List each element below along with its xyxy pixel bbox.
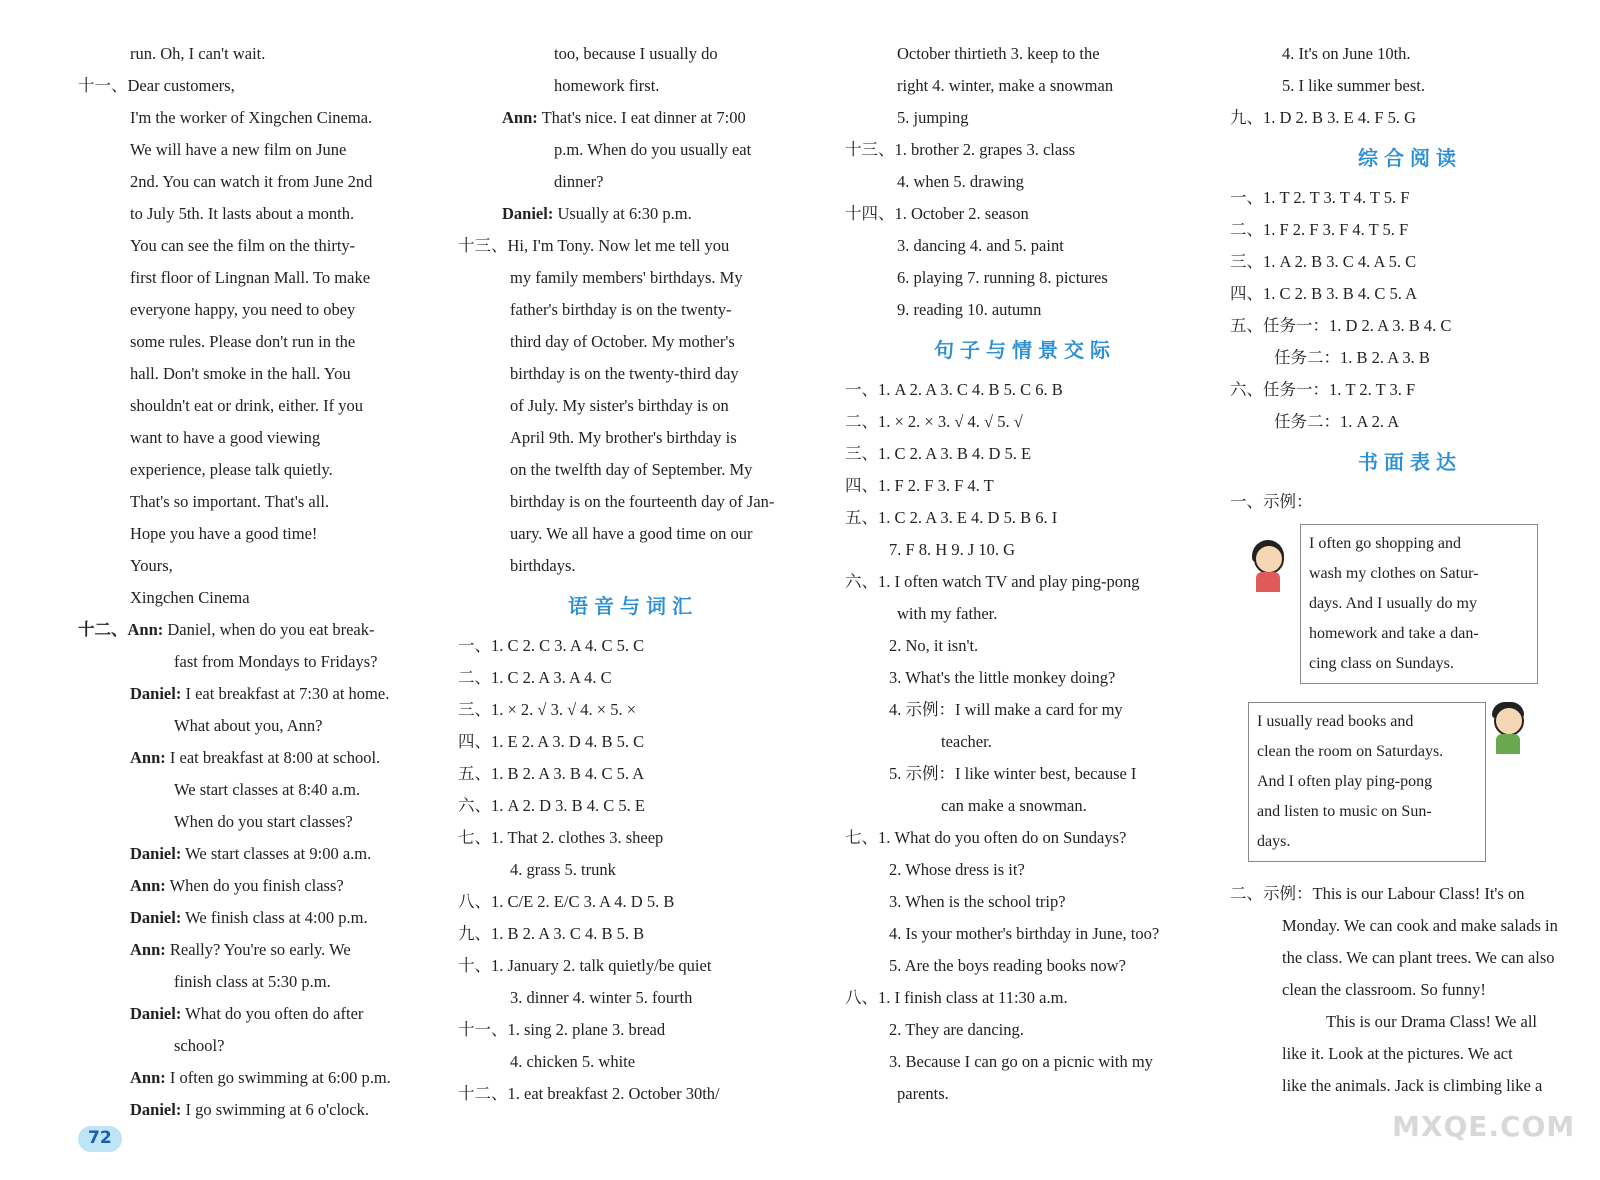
line-text: experience, please talk quietly. <box>130 460 333 479</box>
line-text: October thirtieth 3. keep to the <box>897 44 1100 63</box>
text-line <box>845 854 1205 886</box>
text-line <box>78 102 418 134</box>
text-line <box>458 358 808 390</box>
text-line <box>78 870 418 902</box>
line-text: 9. reading 10. autumn <box>897 300 1042 319</box>
text-line <box>845 758 1205 790</box>
line-text: teacher. <box>941 732 992 751</box>
text-line <box>78 294 418 326</box>
line-text: hall. Don't smoke in the hall. You <box>130 364 351 383</box>
line-text: on the twelfth day of September. My <box>510 460 753 479</box>
speaker-label: Ann: <box>130 940 166 959</box>
text-line <box>845 950 1205 982</box>
line-text: We start classes at 9:00 a.m. <box>181 844 372 863</box>
text-line <box>458 918 808 950</box>
line-text: some rules. Please don't run in the <box>130 332 356 351</box>
text-line <box>458 886 808 918</box>
text-line <box>78 934 418 966</box>
line-text: 六、1. I often watch TV and play ping-pong <box>845 572 1140 591</box>
text-line <box>845 534 1205 566</box>
text-line <box>78 582 418 614</box>
line-text: 4. It's on June 10th. <box>1282 44 1411 63</box>
text-line <box>458 1078 808 1110</box>
text-line <box>78 230 418 262</box>
line-text: shouldn't eat or drink, either. If you <box>130 396 364 415</box>
text-line <box>845 1046 1205 1078</box>
line-text: 十三、1. brother 2. grapes 3. class <box>845 140 1076 159</box>
line-text: 十二、1. eat breakfast 2. October 30th/ <box>458 1084 720 1103</box>
text-line <box>458 1014 808 1046</box>
text-line <box>845 1014 1205 1046</box>
bubble-line: clean the room on Saturdays. <box>1257 743 1444 760</box>
line-text: like the animals. Jack is climbing like a <box>1282 1076 1543 1095</box>
line-text: 八、1. C/E 2. E/C 3. A 4. D 5. B <box>458 892 675 911</box>
line-text: 3. dinner 4. winter 5. fourth <box>510 988 693 1007</box>
boy-avatar-icon <box>1488 702 1528 756</box>
text-line <box>845 294 1205 326</box>
line-text: 五、任务一：1. D 2. A 3. B 4. C <box>1230 316 1452 335</box>
text-line <box>458 950 808 982</box>
text-line <box>845 230 1205 262</box>
line-text: 六、1. A 2. D 3. B 4. C 5. E <box>458 796 646 815</box>
line-text: birthday is on the fourteenth day of Jan- <box>510 492 775 511</box>
speaker-label: Ann: <box>502 108 538 127</box>
text-line <box>458 982 808 1014</box>
line-text: Yours, <box>130 556 173 575</box>
line-text: school? <box>174 1036 225 1055</box>
speaker-label: Ann: <box>130 1068 166 1087</box>
line-text: 三、1. × 2. √ 3. √ 4. × 5. × <box>458 700 637 719</box>
text-line <box>458 70 808 102</box>
bubble-line: And I often play ping-pong <box>1257 773 1433 790</box>
text-line <box>1230 1070 1590 1102</box>
text-line <box>78 710 418 742</box>
line-text: That's so important. That's all. <box>130 492 330 511</box>
line-text: 4. 示例：I will make a card for my <box>889 700 1123 719</box>
text-line <box>1230 38 1590 70</box>
speech-bubble-girl <box>1300 524 1538 684</box>
answer-column-4-top <box>1230 38 1590 518</box>
text-line <box>78 806 418 838</box>
text-line <box>458 230 808 262</box>
bubble-line: days. <box>1257 833 1291 850</box>
text-line <box>458 854 808 886</box>
bubble-line: cing class on Sundays. <box>1309 655 1454 672</box>
text-line <box>1230 910 1590 942</box>
speaker-label: Daniel: <box>130 908 182 927</box>
bubble-line: I usually read books and <box>1257 713 1414 730</box>
line-text: first floor of Lingnan Mall. To make <box>130 268 371 287</box>
text-line <box>458 294 808 326</box>
text-line <box>78 966 418 998</box>
line-text: We start classes at 8:40 a.m. <box>174 780 361 799</box>
text-line <box>1230 278 1590 310</box>
speaker-label: Ann: <box>130 876 166 895</box>
line-text: 一、1. A 2. A 3. C 4. B 5. C 6. B <box>845 380 1063 399</box>
text-line <box>1230 342 1590 374</box>
text-line <box>78 422 418 454</box>
example-dialogue-1 <box>1230 524 1590 696</box>
line-text: 五、1. C 2. A 3. E 4. D 5. B 6. I <box>845 508 1058 527</box>
text-line <box>78 70 418 102</box>
text-line <box>1230 102 1590 134</box>
line-text: I often go swimming at 6:00 p.m. <box>165 1068 391 1087</box>
text-line <box>458 422 808 454</box>
line-text: This is our Drama Class! We all <box>1326 1012 1537 1031</box>
line-text: 十三、Hi, I'm Tony. Now let me tell you <box>458 236 730 255</box>
text-line <box>458 38 808 70</box>
bubble-line: I often go shopping and <box>1309 535 1461 552</box>
line-text: 4. when 5. drawing <box>897 172 1024 191</box>
line-text: Really? You're so early. We <box>165 940 351 959</box>
line-text: 2. Whose dress is it? <box>889 860 1025 879</box>
line-text: dinner? <box>554 172 604 191</box>
text-line <box>845 790 1205 822</box>
text-line <box>78 678 418 710</box>
line-text: Monday. We can cook and make salads in <box>1282 916 1558 935</box>
line-text: p.m. When do you usually eat <box>554 140 752 159</box>
line-text: 二、1. C 2. A 3. A 4. C <box>458 668 612 687</box>
line-text: my family members' birthdays. My <box>510 268 743 287</box>
line-text: 七、1. That 2. clothes 3. sheep <box>458 828 664 847</box>
line-text: right 4. winter, make a snowman <box>897 76 1114 95</box>
text-line <box>78 326 418 358</box>
text-line <box>78 134 418 166</box>
line-text: What do you often do after <box>181 1004 364 1023</box>
line-text: 4. chicken 5. white <box>510 1052 636 1071</box>
text-line <box>845 566 1205 598</box>
line-text: 十、1. January 2. talk quietly/be quiet <box>458 956 712 975</box>
line-text: 二、1. × 2. × 3. √ 4. √ 5. √ <box>845 412 1023 431</box>
bubble-line: homework and take a dan- <box>1309 625 1479 642</box>
text-line <box>458 550 808 582</box>
text-line <box>845 1078 1205 1110</box>
line-text: 5. Are the boys reading books now? <box>889 956 1126 975</box>
line-text: 四、1. F 2. F 3. F 4. T <box>845 476 994 495</box>
text-line <box>458 1046 808 1078</box>
line-text: 五、1. B 2. A 3. B 4. C 5. A <box>458 764 645 783</box>
line-text: birthdays. <box>510 556 576 575</box>
text-line <box>78 166 418 198</box>
text-line <box>458 790 808 822</box>
text-line <box>1230 942 1590 974</box>
text-line <box>1230 406 1590 438</box>
line-text: 任务二：1. A 2. A <box>1274 412 1400 431</box>
line-text: I eat breakfast at 7:30 at home. <box>181 684 390 703</box>
text-line <box>1230 214 1590 246</box>
line-text: I eat breakfast at 8:00 at school. <box>165 748 381 767</box>
text-line <box>845 198 1205 230</box>
text-line <box>845 502 1205 534</box>
text-line <box>78 838 418 870</box>
watermark: MXQE.COM <box>1392 1110 1576 1143</box>
bubble-line: and listen to music on Sun- <box>1257 803 1432 820</box>
text-line <box>458 326 808 358</box>
line-text: 六、任务一：1. T 2. T 3. F <box>1230 380 1416 399</box>
text-line <box>78 486 418 518</box>
text-line <box>1230 974 1590 1006</box>
text-line <box>1230 246 1590 278</box>
text-line <box>458 390 808 422</box>
text-line <box>458 198 808 230</box>
text-line <box>78 742 418 774</box>
text-line <box>458 454 808 486</box>
text-line <box>78 358 418 390</box>
text-line <box>845 470 1205 502</box>
line-text: father's birthday is on the twenty- <box>510 300 732 319</box>
text-line <box>458 102 808 134</box>
example-dialogue-2 <box>1230 702 1590 878</box>
girl-avatar-icon <box>1248 540 1288 594</box>
line-text: to July 5th. It lasts about a month. <box>130 204 355 223</box>
text-line <box>845 630 1205 662</box>
text-line <box>845 38 1205 70</box>
text-line <box>845 886 1205 918</box>
answer-column-4-bottom <box>1230 878 1590 1102</box>
line-text: of July. My sister's birthday is on <box>510 396 729 415</box>
text-line <box>845 166 1205 198</box>
text-line <box>845 406 1205 438</box>
line-text: fast from Mondays to Fridays? <box>174 652 378 671</box>
text-line <box>78 998 418 1030</box>
section-heading: 句子与情景交际 <box>934 338 1116 362</box>
text-line <box>78 390 418 422</box>
line-text: 一、1. T 2. T 3. T 4. T 5. F <box>1230 188 1410 207</box>
text-line <box>1230 1038 1590 1070</box>
line-text: 3. Because I can go on a picnic with my <box>889 1052 1153 1071</box>
text-line <box>845 438 1205 470</box>
line-text: 四、1. E 2. A 3. D 4. B 5. C <box>458 732 645 751</box>
speaker-label: Daniel: <box>502 204 554 223</box>
text-line <box>1230 182 1590 214</box>
line-text: 7. F 8. H 9. J 10. G <box>889 540 1016 559</box>
text-line <box>458 758 808 790</box>
line-text: 十四、1. October 2. season <box>845 204 1029 223</box>
text-line <box>78 262 418 294</box>
line-text: the class. We can plant trees. We can also <box>1282 948 1555 967</box>
section-heading: 综合阅读 <box>1358 146 1462 170</box>
text-line <box>78 1094 418 1126</box>
line-text: 5. 示例：I like winter best, because I <box>889 764 1137 783</box>
line-text: 3. dancing 4. and 5. paint <box>897 236 1064 255</box>
bubble-line: wash my clothes on Satur- <box>1309 565 1479 582</box>
line-text: When do you start classes? <box>174 812 353 831</box>
text-line <box>458 726 808 758</box>
text-line <box>845 726 1205 758</box>
line-text: 2. They are dancing. <box>889 1020 1024 1039</box>
text-line <box>1230 1006 1590 1038</box>
page-number: 72 <box>88 1128 112 1148</box>
speaker-label: Daniel: <box>130 1004 182 1023</box>
text-line <box>845 982 1205 1014</box>
text-line <box>78 518 418 550</box>
line-text: April 9th. My brother's birthday is <box>510 428 737 447</box>
line-text: When do you finish class? <box>165 876 344 895</box>
line-text: parents. <box>897 1084 949 1103</box>
line-text: birthday is on the twenty-third day <box>510 364 739 383</box>
line-text: 九、1. B 2. A 3. C 4. B 5. B <box>458 924 645 943</box>
line-text: 十一、1. sing 2. plane 3. bread <box>458 1020 666 1039</box>
line-text: 5. I like summer best. <box>1282 76 1425 95</box>
line-text: I go swimming at 6 o'clock. <box>181 1100 369 1119</box>
text-line <box>78 198 418 230</box>
text-line <box>78 774 418 806</box>
speaker-label: Daniel: <box>130 1100 182 1119</box>
line-text: run. Oh, I can't wait. <box>130 44 266 63</box>
line-text: 任务二：1. B 2. A 3. B <box>1274 348 1430 367</box>
line-text: 一、1. C 2. C 3. A 4. C 5. C <box>458 636 645 655</box>
line-text: 5. jumping <box>897 108 969 127</box>
line-text: What about you, Ann? <box>174 716 323 735</box>
text-line <box>78 454 418 486</box>
line-text: can make a snowman. <box>941 796 1087 815</box>
text-line <box>845 918 1205 950</box>
text-line <box>458 262 808 294</box>
line-text: everyone happy, you need to obey <box>130 300 356 319</box>
line-text: third day of October. My mother's <box>510 332 735 351</box>
text-line <box>1230 486 1590 518</box>
text-line <box>845 822 1205 854</box>
section-heading: 书面表达 <box>1358 450 1462 474</box>
text-line <box>458 822 808 854</box>
line-text: finish class at 5:30 p.m. <box>174 972 331 991</box>
line-text: That's nice. I eat dinner at 7:00 <box>537 108 746 127</box>
text-line <box>78 614 418 646</box>
speaker-label: Daniel: <box>130 684 182 703</box>
text-line <box>78 550 418 582</box>
line-text: 八、1. I finish class at 11:30 a.m. <box>845 988 1068 1007</box>
text-line <box>458 662 808 694</box>
speaker-label: 十二、Ann: <box>78 620 164 639</box>
line-text: Hope you have a good time! <box>130 524 318 543</box>
line-text: 九、1. D 2. B 3. E 4. F 5. G <box>1230 108 1417 127</box>
text-line <box>845 598 1205 630</box>
line-text: 一、示例： <box>1230 492 1313 511</box>
line-text: Daniel, when do you eat break- <box>163 620 375 639</box>
text-line <box>1230 374 1590 406</box>
text-line <box>845 70 1205 102</box>
text-line <box>78 38 418 70</box>
line-text: Usually at 6:30 p.m. <box>553 204 692 223</box>
line-text: homework first. <box>554 76 660 95</box>
line-text: You can see the film on the thirty- <box>130 236 356 255</box>
section-heading: 语音与词汇 <box>568 594 698 618</box>
line-text: 2. No, it isn't. <box>889 636 979 655</box>
answer-column-1 <box>78 38 418 1126</box>
line-text: clean the classroom. So funny! <box>1282 980 1486 999</box>
line-text: I'm the worker of Xingchen Cinema. <box>130 108 373 127</box>
text-line <box>1230 878 1590 910</box>
line-text: 3. When is the school trip? <box>889 892 1066 911</box>
line-text: uary. We all have a good time on our <box>510 524 753 543</box>
text-line <box>458 630 808 662</box>
line-text: 6. playing 7. running 8. pictures <box>897 268 1108 287</box>
answer-column-4 <box>1230 38 1590 1102</box>
line-text: 4. Is your mother's birthday in June, too? <box>889 924 1160 943</box>
line-text: 4. grass 5. trunk <box>510 860 616 879</box>
line-text: 3. What's the little monkey doing? <box>889 668 1116 687</box>
line-text: 四、1. C 2. B 3. B 4. C 5. A <box>1230 284 1418 303</box>
line-text: Xingchen Cinema <box>130 588 250 607</box>
text-line <box>845 662 1205 694</box>
text-line <box>1230 310 1590 342</box>
line-text: with my father. <box>897 604 998 623</box>
text-line <box>78 1062 418 1094</box>
bubble-line: days. And I usually do my <box>1309 595 1477 612</box>
line-text: 七、1. What do you often do on Sundays? <box>845 828 1127 847</box>
text-line <box>458 486 808 518</box>
answer-column-3 <box>845 38 1205 1110</box>
line-text: 二、示例：This is our Labour Class! It's on <box>1230 884 1525 903</box>
text-line <box>845 262 1205 294</box>
line-text: We finish class at 4:00 p.m. <box>181 908 368 927</box>
text-line <box>845 374 1205 406</box>
line-text: like it. Look at the pictures. We act <box>1282 1044 1513 1063</box>
text-line <box>78 902 418 934</box>
line-text: 2nd. You can watch it from June 2nd <box>130 172 373 191</box>
line-text: too, because I usually do <box>554 44 718 63</box>
text-line <box>845 102 1205 134</box>
line-text: 十一、Dear customers, <box>78 76 235 95</box>
speaker-label: Ann: <box>130 748 166 767</box>
line-text: We will have a new film on June <box>130 140 347 159</box>
text-line <box>458 134 808 166</box>
line-text: 三、1. A 2. B 3. C 4. A 5. C <box>1230 252 1417 271</box>
text-line <box>845 134 1205 166</box>
speaker-label: Daniel: <box>130 844 182 863</box>
text-line <box>845 694 1205 726</box>
line-text: want to have a good viewing <box>130 428 321 447</box>
line-text: 二、1. F 2. F 3. F 4. T 5. F <box>1230 220 1409 239</box>
text-line <box>458 518 808 550</box>
speech-bubble-boy <box>1248 702 1486 862</box>
line-text: 三、1. C 2. A 3. B 4. D 5. E <box>845 444 1032 463</box>
answer-column-2 <box>458 38 808 1110</box>
text-line <box>1230 70 1590 102</box>
text-line <box>78 1030 418 1062</box>
text-line <box>78 646 418 678</box>
text-line <box>458 166 808 198</box>
text-line <box>458 694 808 726</box>
